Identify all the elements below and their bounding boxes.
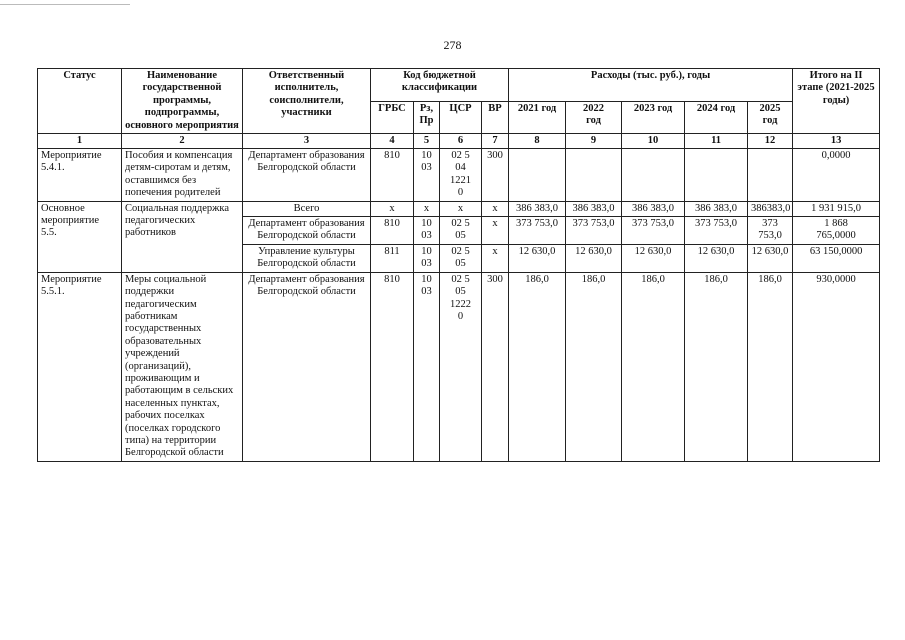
header-2023: 2023 год [622,101,685,134]
row-rz: х [414,201,440,216]
row-2022: 386 383,0 [566,201,622,216]
row-2025: 186,0 [748,272,793,461]
row-total: 930,0000 [793,272,880,461]
row-responsible: Департамент образования Белгородской области [243,217,371,245]
column-number: 6 [440,134,482,149]
row-csr: х [440,201,482,216]
column-number: 12 [748,134,793,149]
column-number: 9 [566,134,622,149]
column-number: 11 [685,134,748,149]
table-row [38,272,880,461]
row-2024: 12 630,0 [685,244,748,272]
row-name: Меры социальной поддержки педагогическим работникам государственных образовательных учреждений (организаций), проживающим и работающим в сельских населенных пунктах, рабочих поселках (поселках городского типа) на территории Белгородской области [122,272,243,461]
column-number-row [38,134,880,149]
row-vr: 300 [482,149,509,202]
row-2021: 386 383,0 [509,201,566,216]
row-responsible: Департамент образования Белгородской области [243,272,371,461]
column-number: 5 [414,134,440,149]
row-total: 1 931 915,0 [793,201,880,216]
column-number: 7 [482,134,509,149]
row-total: 1 868 765,0000 [793,217,880,245]
row-grbs: 810 [371,217,414,245]
header-expenses: Расходы (тыс. руб.), годы [509,69,793,102]
column-number: 3 [243,134,371,149]
row-2022: 373 753,0 [566,217,622,245]
row-vr: х [482,217,509,245]
row-2021 [509,149,566,202]
row-2024: 386 383,0 [685,201,748,216]
header-rz: Рз, Пр [414,101,440,134]
row-2025: 386383,0 [748,201,793,216]
column-number: 13 [793,134,880,149]
row-2022: 186,0 [566,272,622,461]
row-name: Социальная поддержка педагогических работников [122,201,243,272]
row-grbs: 810 [371,272,414,461]
row-status: Мероприятие 5.4.1. [38,149,122,202]
row-2022: 12 630,0 [566,244,622,272]
row-2025: 373 753,0 [748,217,793,245]
row-2025 [748,149,793,202]
row-2023: 186,0 [622,272,685,461]
header-status: Статус [38,69,122,134]
header-name: Наименование государственной программы, подпрограммы, основного мероприятия [122,69,243,134]
header-budget-code: Код бюджетной классификации [371,69,509,102]
table-row [38,149,880,202]
header-2025: 2025 год [748,101,793,134]
row-grbs: 811 [371,244,414,272]
row-csr: 02 5 05 [440,244,482,272]
row-responsible: Всего [243,201,371,216]
row-status: Основное мероприятие 5.5. [38,201,122,272]
row-2023: 386 383,0 [622,201,685,216]
row-grbs: 810 [371,149,414,202]
row-2023 [622,149,685,202]
row-2024: 373 753,0 [685,217,748,245]
row-responsible: Департамент образования Белгородской области [243,149,371,202]
row-name: Пособия и компенсация детям-сиротам и детям, оставшимся без попечения родителей [122,149,243,202]
column-number: 4 [371,134,414,149]
row-status: Мероприятие 5.5.1. [38,272,122,461]
row-2021: 186,0 [509,272,566,461]
row-total: 63 150,0000 [793,244,880,272]
row-csr: 02 5 05 [440,217,482,245]
header-vr: ВР [482,101,509,134]
header-csr: ЦСР [440,101,482,134]
table-row [38,201,880,216]
row-2023: 373 753,0 [622,217,685,245]
row-2024: 186,0 [685,272,748,461]
row-2023: 12 630,0 [622,244,685,272]
row-vr: 300 [482,272,509,461]
row-total: 0,0000 [793,149,880,202]
row-rz: 10 03 [414,272,440,461]
budget-table [37,68,880,462]
row-rz: 10 03 [414,244,440,272]
row-csr: 02 5 04 1221 0 [440,149,482,202]
header-2022: 2022 год [566,101,622,134]
row-2021: 12 630,0 [509,244,566,272]
scan-edge-mark [0,0,130,5]
column-number: 1 [38,134,122,149]
row-csr: 02 5 05 1222 0 [440,272,482,461]
column-number: 8 [509,134,566,149]
row-vr: х [482,201,509,216]
header-2021: 2021 год [509,101,566,134]
column-number: 10 [622,134,685,149]
row-vr: х [482,244,509,272]
row-2025: 12 630,0 [748,244,793,272]
row-rz: 10 03 [414,149,440,202]
header-row-1 [38,69,880,102]
header-responsible: Ответственный исполнитель, соисполнители, участники [243,69,371,134]
header-total: Итого на II этапе (2021-2025 годы) [793,69,880,134]
row-grbs: х [371,201,414,216]
row-2022 [566,149,622,202]
header-grbs: ГРБС [371,101,414,134]
row-responsible: Управление культуры Белгородской области [243,244,371,272]
row-2021: 373 753,0 [509,217,566,245]
page-number: 278 [443,38,462,52]
row-2024 [685,149,748,202]
row-rz: 10 03 [414,217,440,245]
column-number: 2 [122,134,243,149]
header-2024: 2024 год [685,101,748,134]
